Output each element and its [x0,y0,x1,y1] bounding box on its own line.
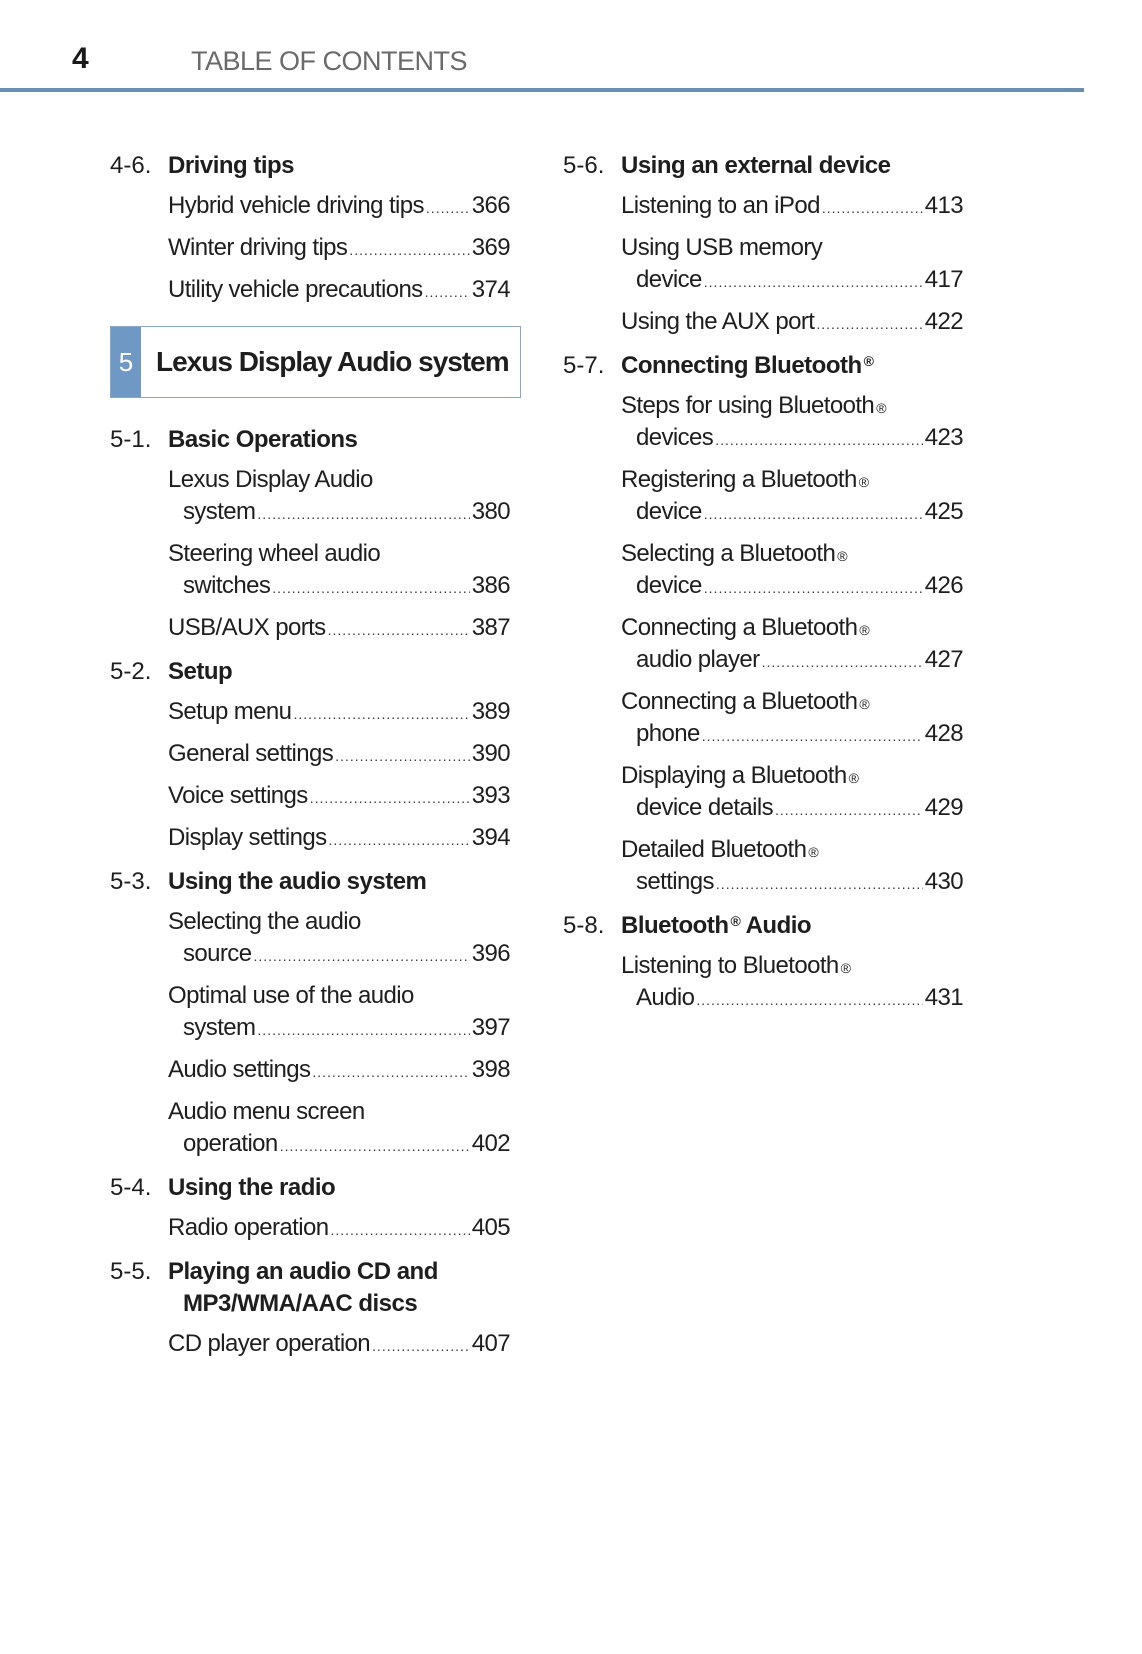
toc-page-number[interactable]: 431 [924,984,963,1011]
toc-entry-line [168,738,510,772]
toc-entry-text: CD player operation [168,1330,371,1357]
toc-entry[interactable] [621,464,963,530]
toc-entry-line [621,232,963,264]
toc-page-number[interactable]: 394 [471,824,510,851]
registered-mark: ® [730,913,741,929]
toc-entry-line [168,190,510,224]
section-number: 4-6. [110,152,152,179]
toc-entry[interactable] [168,822,510,856]
section-title-line [168,656,232,688]
toc-page-number[interactable]: 428 [924,720,963,747]
toc-page-number[interactable]: 430 [924,868,963,895]
toc-entry-line [168,780,510,814]
toc-entry-line [621,190,963,224]
toc-entry[interactable] [168,190,510,224]
toc-entry-line: Detailed Bluetooth ® [621,834,963,866]
dot-leader [426,192,470,224]
section-number: 5-6. [563,152,605,179]
toc-entry-text: Registering a Bluetooth [621,466,857,493]
dot-leader [328,824,469,856]
toc-entry-text: Steps for using Bluetooth [621,392,875,419]
toc-entry-line [168,1096,510,1128]
toc-page-number[interactable]: 426 [924,572,963,599]
section-title [621,910,811,942]
section-title-line [168,424,357,456]
section-title-line [168,1256,438,1288]
dot-leader [257,1014,469,1046]
toc-entry-text: Selecting the audio [168,908,361,935]
toc-entry-line [168,822,510,856]
section-title-text: Using an external device [621,152,891,179]
toc-page-number[interactable]: 402 [471,1130,510,1157]
toc-page-number[interactable]: 380 [471,498,510,525]
toc-entry-line [168,612,510,646]
toc-entry-line [168,538,510,570]
toc-entry-line [621,982,963,1016]
dot-leader [310,782,470,814]
toc-page-number[interactable]: 393 [471,782,510,809]
toc-entry[interactable] [168,232,510,266]
toc-entry[interactable] [621,686,963,752]
toc-entry-text: Selecting a Bluetooth [621,540,836,567]
toc-entry-line [168,1054,510,1088]
page-number: 4 [72,42,89,75]
section-title-text: Using the audio system [168,868,427,895]
toc-entry-line [168,1328,510,1362]
dot-leader [328,614,470,646]
page-title: TABLE OF CONTENTS [191,46,468,76]
toc-entry-line [168,980,510,1012]
toc-entry[interactable] [621,950,963,1016]
toc-entry[interactable] [168,612,510,646]
dot-leader [762,646,923,678]
toc-page-number[interactable]: 390 [471,740,510,767]
section-title-text: Basic Operations [168,426,358,453]
toc-entry-text: Audio [636,984,695,1011]
toc-page-number[interactable]: 407 [471,1330,510,1357]
toc-page-number[interactable]: 387 [471,614,510,641]
toc-page-number[interactable]: 396 [471,940,510,967]
section-heading[interactable] [563,350,963,382]
toc-page-number[interactable]: 398 [471,1056,510,1083]
dot-leader [330,1214,469,1246]
section-number: 5-8. [563,912,605,939]
toc-page-number[interactable]: 422 [924,308,963,335]
section-title [621,350,873,382]
toc-entry-text: Connecting a Bluetooth [621,688,858,715]
toc-entry-text: Radio operation [168,1214,329,1241]
toc-entry-text: Connecting a Bluetooth [621,614,858,641]
toc-entry[interactable] [621,190,963,224]
section-title-line [621,150,890,182]
dot-leader [280,1130,470,1162]
toc-entry-line [168,570,510,604]
toc-entry-line: Connecting a Bluetooth ® [621,686,963,718]
toc-entry-text: General settings [168,740,334,767]
section-title-line [183,1288,438,1320]
toc-page-number[interactable]: 386 [471,572,510,599]
toc-left-column [110,150,510,1362]
section-heading[interactable] [110,656,510,688]
toc-entry-text: switches [183,572,271,599]
section-heading[interactable] [110,1172,510,1204]
toc-entry[interactable] [168,780,510,814]
toc-entry-line: Displaying a Bluetooth ® [621,760,963,792]
section-title-line [168,150,294,182]
toc-entry-line [621,264,963,298]
toc-entry-line: Selecting a Bluetooth ® [621,538,963,570]
toc-entry-text: Detailed Bluetooth [621,836,807,863]
section-title-line [168,866,426,898]
section-title-text: MP3/WMA/AAC discs [183,1290,418,1317]
toc-entry-text: Setup menu [168,698,292,725]
toc-entry[interactable] [168,980,510,1046]
toc-entry-line [168,906,510,938]
toc-entry-line [168,1212,510,1246]
toc-entry-line [168,464,510,496]
toc-entry[interactable] [168,1096,510,1162]
chapter-title: Lexus Display Audio system [156,346,509,377]
toc-entry-text: USB/AUX ports [168,614,326,641]
toc-entry-line [621,792,963,826]
chapter-number: 5 [111,327,141,397]
section-heading[interactable] [110,1256,510,1320]
toc-right-column [563,150,963,1016]
toc-entry-text: Audio menu screen [168,1098,365,1125]
toc-entry-line [168,696,510,730]
toc-entry-text: Utility vehicle precautions [168,276,423,303]
section-title-text: Using the radio [168,1174,336,1201]
section-title [168,1256,438,1320]
toc-entry[interactable] [168,274,510,308]
dot-leader [816,308,922,340]
dot-leader [704,498,923,530]
toc-entry-text: Voice settings [168,782,308,809]
toc-entry-text: device [636,266,702,293]
toc-entry-line [168,496,510,530]
dot-leader [257,498,469,530]
toc-entry-line: Listening to Bluetooth ® [621,950,963,982]
toc-entry-line [621,306,963,340]
toc-entry[interactable] [168,538,510,604]
toc-entry[interactable] [168,696,510,730]
section-title [168,424,357,456]
toc-entry[interactable] [621,232,963,298]
dot-leader [704,266,923,298]
toc-entry[interactable] [621,390,963,456]
toc-page-number[interactable]: 417 [924,266,963,293]
toc-entry-line [168,274,510,308]
toc-entry-line [621,422,963,456]
section-number: 5-3. [110,868,152,895]
toc-page-number[interactable]: 405 [471,1214,510,1241]
toc-entry[interactable] [168,1328,510,1362]
section-title-text: Setup [168,658,233,685]
toc-entry-text: devices [636,424,714,451]
chapter-heading[interactable] [110,326,521,398]
dot-leader [272,572,470,604]
toc-entry-text: Hybrid vehicle driving tips [168,192,424,219]
dot-leader [704,572,923,604]
section-title [168,1172,335,1204]
toc-entry[interactable] [621,538,963,604]
toc-entry[interactable] [621,306,963,340]
section-number: 5-4. [110,1174,152,1201]
toc-page-number[interactable]: 429 [924,794,963,821]
section-heading[interactable] [563,910,963,942]
toc-entry-text: Listening to an iPod [621,192,820,219]
toc-entry[interactable] [621,760,963,826]
toc-entry-text: system [183,498,256,525]
toc-entry-text: device [636,572,702,599]
dot-leader [335,740,470,772]
toc-entry-text: Listening to Bluetooth [621,952,839,979]
dot-leader [696,984,922,1016]
section-heading[interactable] [110,424,510,456]
section-title-line [621,350,873,382]
section-title [168,656,232,688]
toc-entry-line [168,1128,510,1162]
section-title-line [168,1172,335,1204]
section-title-line [621,910,811,942]
toc-entry[interactable] [168,1212,510,1246]
section-title-text: Connecting Bluetooth [621,352,862,379]
toc-entry-line [621,718,963,752]
toc-entry-line [168,232,510,266]
toc-page-number[interactable]: 369 [471,234,510,261]
toc-entry-line [621,866,963,900]
toc-entry-line [621,496,963,530]
dot-leader [312,1056,469,1088]
toc-entry[interactable] [621,612,963,678]
toc-entry[interactable] [168,906,510,972]
toc-page-number[interactable]: 423 [924,424,963,451]
toc-entry-text: Winter driving tips [168,234,348,261]
toc-entry-text: system [183,1014,256,1041]
toc-entry-text: Using USB memory [621,234,823,261]
section-number: 5-2. [110,658,152,685]
dot-leader [293,698,469,730]
section-heading[interactable] [110,866,510,898]
dot-leader [349,234,469,266]
section-title-text: Driving tips [168,152,295,179]
header-rule [0,88,1084,92]
dot-leader [425,276,470,308]
dot-leader [822,192,923,224]
section-title-text: Playing an audio CD and [168,1258,438,1285]
toc-page-number[interactable]: 374 [471,276,510,303]
section-heading[interactable] [563,150,963,182]
toc-page-number[interactable]: 389 [471,698,510,725]
toc-entry[interactable] [168,1054,510,1088]
section-title-suffix: Audio [740,912,812,939]
toc-entry-text: Lexus Display Audio [168,466,373,493]
toc-page-number[interactable]: 413 [924,192,963,219]
toc-entry[interactable] [168,464,510,530]
section-title [168,150,294,182]
toc-entry-text: Display settings [168,824,327,851]
section-title-text: Bluetooth [621,912,729,939]
registered-mark: ® [863,353,874,369]
section-number: 5-1. [110,426,152,453]
toc-page-number[interactable]: 366 [471,192,510,219]
section-number: 5-7. [563,352,605,379]
section-number: 5-5. [110,1258,152,1285]
section-title [168,866,426,898]
toc-entry-text: Using the AUX port [621,308,815,335]
toc-entry-text: device [636,498,702,525]
section-heading[interactable] [110,150,510,182]
toc-entry[interactable] [621,834,963,900]
toc-entry[interactable] [168,738,510,772]
toc-entry-text: Optimal use of the audio [168,982,414,1009]
toc-entry-text: device details [636,794,774,821]
toc-entry-text: settings [636,868,714,895]
toc-entry-text: audio player [636,646,760,673]
toc-entry-line: Registering a Bluetooth ® [621,464,963,496]
toc-page-number[interactable]: 397 [471,1014,510,1041]
dot-leader [253,940,469,972]
toc-entry-line [621,644,963,678]
dot-leader [775,794,923,826]
toc-entry-text: operation [183,1130,278,1157]
toc-entry-line: Connecting a Bluetooth ® [621,612,963,644]
toc-entry-text: Steering wheel audio [168,540,381,567]
toc-entry-text: Displaying a Bluetooth [621,762,847,789]
toc-entry-line [168,1012,510,1046]
dot-leader [702,720,923,752]
toc-entry-line [168,938,510,972]
toc-entry-text: source [183,940,252,967]
toc-page-number[interactable]: 425 [924,498,963,525]
dot-leader [715,424,923,456]
dot-leader [716,868,923,900]
section-title [621,150,890,182]
dot-leader [372,1330,470,1362]
toc-entry-line [621,570,963,604]
toc-entry-line: Steps for using Bluetooth ® [621,390,963,422]
toc-entry-text: phone [636,720,700,747]
toc-entry-text: Audio settings [168,1056,311,1083]
toc-page-number[interactable]: 427 [924,646,963,673]
